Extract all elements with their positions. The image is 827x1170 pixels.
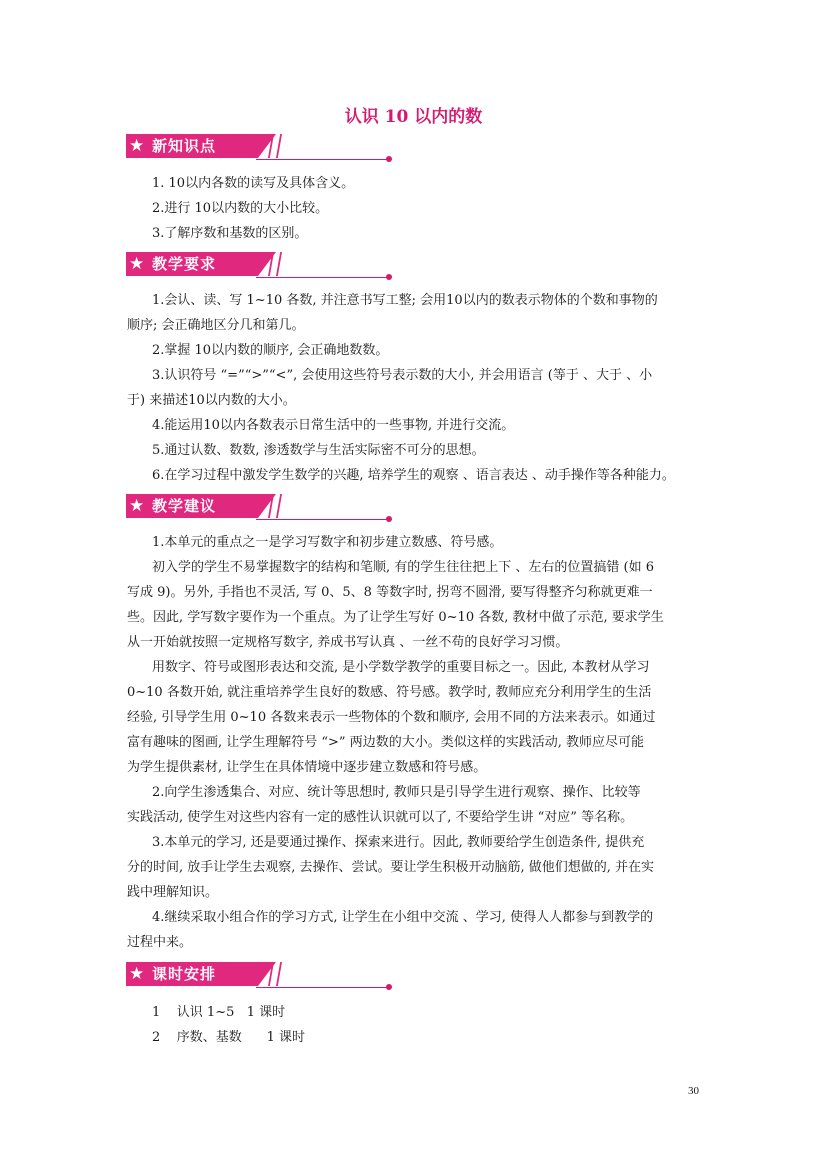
- text-line: 1.本单元的重点之一是学习写数字和初步建立数感、符号感。: [152, 535, 503, 550]
- section-label: 教学建议: [152, 497, 217, 515]
- text-line: 3.认识符号 “=”“>”“<”, 会使用这些符号表示数的大小, 并会用语言 (等于 、大于 、小: [152, 368, 653, 383]
- text-line: 顺序; 会正确地区分几和第几。: [127, 318, 305, 333]
- star-icon: ★: [129, 254, 145, 274]
- text-line: 践中理解知识。: [127, 885, 219, 900]
- text-line: 4.能运用10以内各数表示日常生活中的一些事物, 并进行交流。: [152, 418, 515, 433]
- section-label: 教学要求: [152, 255, 217, 273]
- text-line: 3.了解序数和基数的区别。: [152, 226, 308, 241]
- text-line: 经验, 引导学生用 0~10 各数来表示一些物体的个数和顺序, 会用不同的方法来表示。如通过: [127, 710, 656, 725]
- text-line: 2.掌握 10以内数的顺序, 会正确地数数。: [152, 343, 389, 358]
- text-line: 0~10 各数开始, 就注重培养学生良好的数感、符号感。教学时, 教师应充分利用学生的生活: [127, 685, 652, 700]
- text-line: 过程中来。: [127, 935, 193, 950]
- text-line: 6.在学习过程中激发学生数学的兴趣, 培养学生的观察 、语言表达 、动手操作等各种能力。: [152, 468, 675, 483]
- text-line: 5.通过认数、数数, 渗透数学与生活实际密不可分的思想。: [152, 443, 485, 458]
- section-label: 新知识点: [152, 137, 217, 155]
- text-line: 于) 来描述10以内数的大小。: [127, 393, 296, 408]
- text-line: 分的时间, 放手让学生去观察, 去操作、尝试。要让学生积极开动脑筋, 做他们想做的, 并在实: [127, 860, 655, 875]
- text-line: 实践活动, 使学生对这些内容有一定的感性认识就可以了, 不要给学生讲 “对应” 等名称。: [127, 810, 634, 825]
- section-header-teaching-requirements: [126, 252, 398, 278]
- text-line: 些。因此, 学写数字要作为一个重点。为了让学生写好 0~10 各数, 教材中做了示范, 要求学生: [127, 610, 664, 625]
- text-line: 为学生提供素材, 让学生在具体情境中逐步建立数感和符号感。: [127, 760, 487, 775]
- schedule-item: 1 认识 1~5 1 课时: [152, 1005, 286, 1020]
- text-line: 用数字、符号或图形表达和交流, 是小学数学教学的重要目标之一。因此, 本教材从学习: [152, 660, 650, 675]
- section-label: 课时安排: [152, 965, 217, 983]
- text-line: 富有趣味的图画, 让学生理解符号 “>” 两边数的大小。类似这样的实践活动, 教师应尽可能: [127, 735, 644, 750]
- section-header-teaching-suggestions: [126, 494, 398, 520]
- text-line: 初入学的学生不易掌握数字的结构和笔顺, 有的学生往往把上下 、左右的位置搞错 (如 6: [152, 560, 655, 575]
- page-title: 认识 10 以内的数: [344, 107, 483, 127]
- star-icon: ★: [129, 964, 145, 984]
- text-line: 1. 10以内各数的读写及具体含义。: [152, 176, 355, 191]
- section-header-new-knowledge: [126, 134, 398, 160]
- text-line: 2.向学生渗透集合、对应、统计等思想时, 教师只是引导学生进行观察、操作、比较等: [152, 785, 641, 800]
- text-line: 4.继续采取小组合作的学习方式, 让学生在小组中交流 、学习, 使得人人都参与到教学的: [152, 910, 654, 925]
- page-number: 30: [688, 1085, 699, 1097]
- text-line: 3.本单元的学习, 还是要通过操作、探索来进行。因此, 教师要给学生创造条件, 提供充: [152, 835, 645, 850]
- text-line: 从一开始就按照一定规格写数字, 养成书写认真 、一丝不苟的良好学习习惯。: [127, 635, 569, 650]
- star-icon: ★: [129, 136, 145, 156]
- text-line: 写成 9)。另外, 手指也不灵活, 写 0、5、8 等数字时, 拐弯不圆滑, 要写得整齐匀称就更难一: [127, 585, 653, 600]
- star-icon: ★: [129, 496, 145, 516]
- text-line: 1.会认、读、写 1~10 各数, 并注意书写工整; 会用10以内的数表示物体的个数和事物的: [152, 293, 658, 308]
- schedule-item: 2 序数、基数 1 课时: [152, 1030, 305, 1045]
- text-line: 2.进行 10以内数的大小比较。: [152, 201, 329, 216]
- section-header-lesson-schedule: [126, 962, 398, 988]
